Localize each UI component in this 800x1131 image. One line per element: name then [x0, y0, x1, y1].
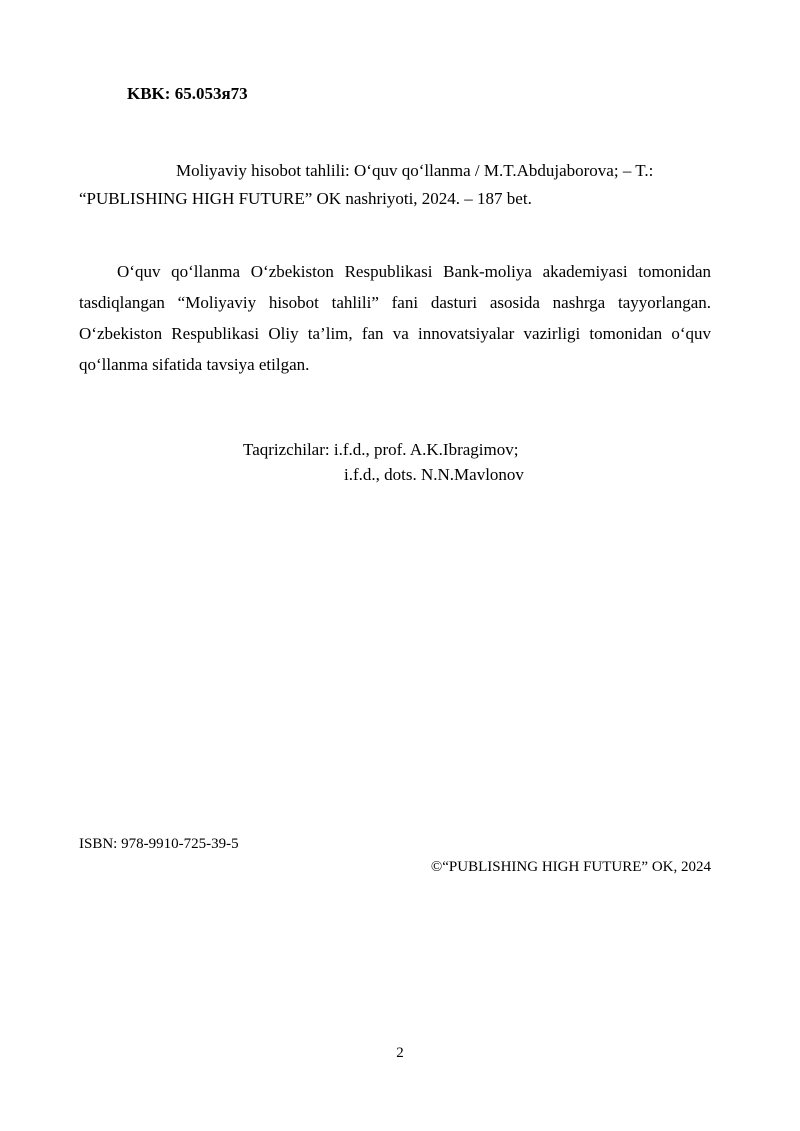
page-number: 2: [396, 1045, 404, 1061]
isbn-number: ISBN: 978-9910-725-39-5: [79, 836, 239, 852]
bibliographic-citation: [79, 157, 711, 213]
reviewer-row-2: [243, 462, 524, 487]
copyright-notice: ©“PUBLISHING HIGH FUTURE” OK, 2024: [430, 859, 711, 875]
classification-code: KBK: 65.053я73: [127, 84, 248, 103]
citation-line-2: “PUBLISHING HIGH FUTURE” OK nashriyoti, 2024. – 187 bet.: [79, 189, 532, 208]
annotation-paragraph: O‘quv qo‘llanma O‘zbekiston Respublikasi Bank-moliya akademiyasi tomonidan tasdiqlangan “Moliyaviy hisobot tahlili” fani dasturi asosida nashrga tayyorlangan. O‘zbekiston Respublikasi Oliy ta’lim, fan va innovatsiyalar vazirligi tomonidan o‘quv qo‘llanma sifatida tavsiya etilgan.: [79, 262, 711, 374]
reviewer-name: i.f.d., dots. N.N.Mavlonov: [344, 465, 524, 484]
reviewers-label: Taqrizchilar:: [243, 440, 334, 459]
citation-line-1: Moliyaviy hisobot tahlili: O‘quv qo‘llanma / M.T.Abdujaborova; – T.:: [176, 161, 654, 180]
reviewer-name: i.f.d., prof. A.K.Ibragimov;: [333, 440, 519, 459]
reviewers-block: [243, 437, 524, 487]
reviewer-row-1: [243, 437, 524, 462]
